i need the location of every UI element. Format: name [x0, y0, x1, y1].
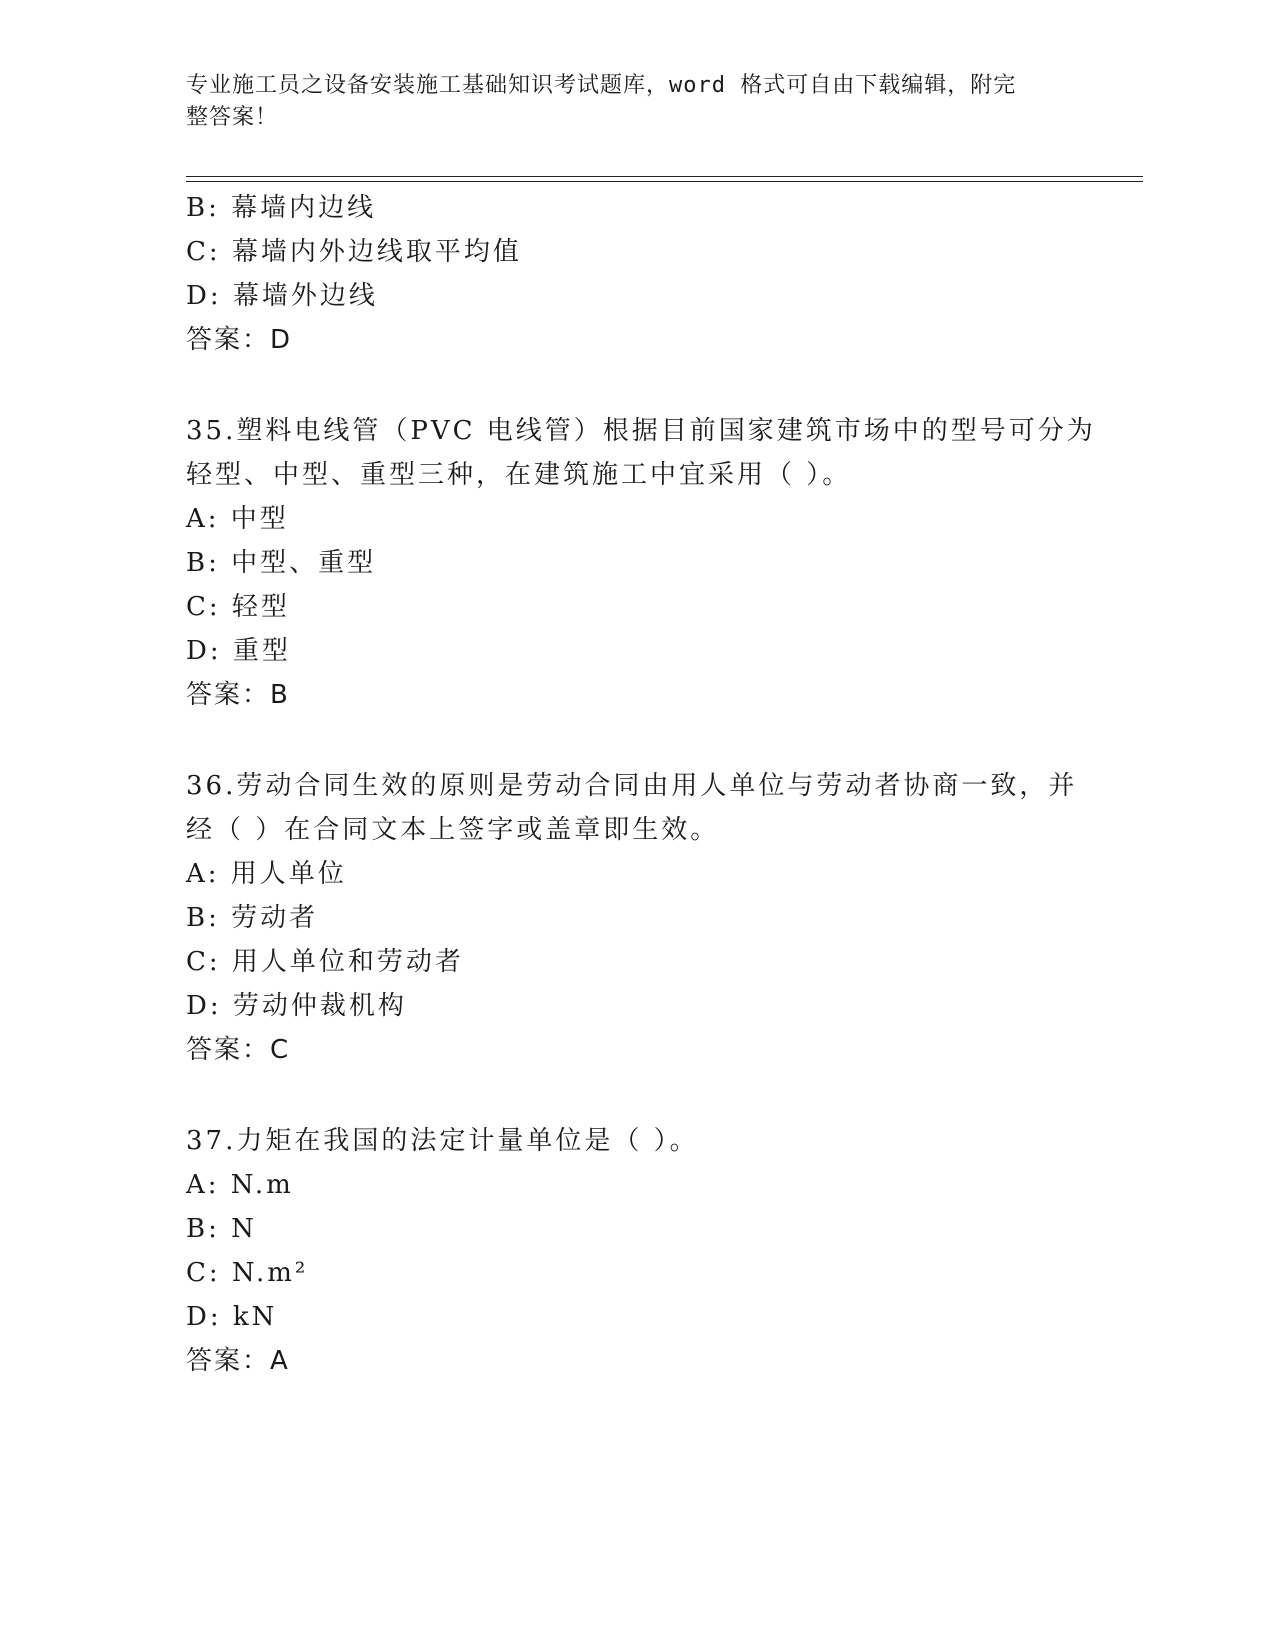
header-divider-bottom	[186, 181, 1143, 182]
option-c: C: 幕墙内外边线取平均值	[186, 237, 522, 267]
option-c: C: 用人单位和劳动者	[186, 947, 464, 977]
option-a: A: N.m	[186, 1170, 294, 1200]
document-header	[186, 70, 1086, 134]
answer-label: 答案：D	[186, 325, 293, 355]
option-d: D: 幕墙外边线	[186, 281, 378, 311]
question-stem: 36.劳动合同生效的原则是劳动合同由用人单位与劳动者协商一致，并	[186, 771, 1078, 801]
question-stem: 经（ ）在合同文本上签字或盖章即生效。	[186, 815, 720, 845]
header-line-2: 整答案！	[186, 105, 279, 130]
question-stem: 37.力矩在我国的法定计量单位是（ ）。	[186, 1126, 699, 1156]
answer-label: 答案：A	[186, 1346, 290, 1376]
option-b: B: 中型、重型	[186, 548, 377, 578]
option-c: C: 轻型	[186, 592, 290, 622]
answer-label: 答案：B	[186, 680, 290, 710]
option-a: A: 中型	[186, 504, 289, 534]
option-d: D: kN	[186, 1302, 278, 1332]
option-d: D: 重型	[186, 636, 291, 666]
answer-label: 答案：C	[186, 1035, 291, 1065]
header-line-1: 专业施工员之设备安装施工基础知识考试题库，word 格式可自由下载编辑，附完	[186, 73, 1017, 98]
header-divider-top	[186, 176, 1143, 177]
option-d: D: 劳动仲裁机构	[186, 991, 407, 1021]
option-a: A: 用人单位	[186, 859, 347, 889]
question-stem: 35.塑料电线管（PVC 电线管）根据目前国家建筑市场中的型号可分为	[186, 416, 1096, 446]
option-b: B: N	[186, 1214, 257, 1244]
option-b: B: 幕墙内边线	[186, 193, 377, 223]
option-c: C: N.m²	[186, 1258, 309, 1288]
question-stem: 轻型、中型、重型三种，在建筑施工中宜采用（ ）。	[186, 460, 852, 490]
option-b: B: 劳动者	[186, 903, 319, 933]
